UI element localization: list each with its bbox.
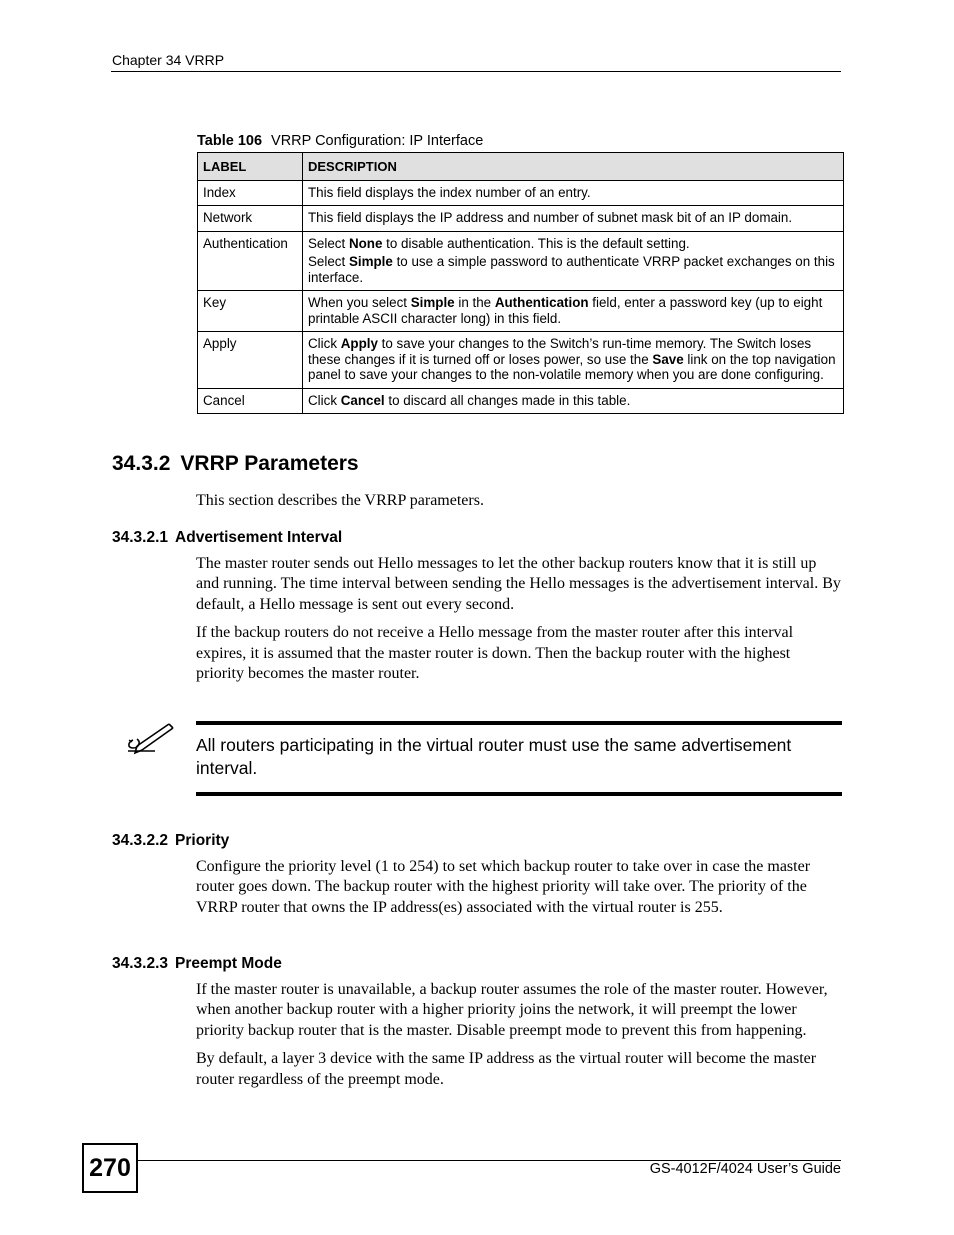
advertisement-paragraph-2: If the backup routers do not receive a Hello message from the master router after this interval expires, it is assumed that the master router is down. Then the backup router with the highest priority becomes the master router. [196,624,794,683]
table-cell-description [303,388,844,414]
subsection-title: Priority [175,832,230,849]
table-cell-description [303,231,844,291]
subsection-heading-priority [112,832,229,850]
description-paragraph: Click Cancel to discard all changes made in this table. [308,392,631,408]
note-bottom-rule [196,792,842,796]
vrrp-ip-interface-table [197,152,844,414]
subsection-heading-preempt [112,955,282,973]
description-paragraph: This field displays the index number of an entry. [308,184,591,200]
priority-body [196,857,842,918]
table-cell-label: Authentication [198,231,303,291]
table-row [198,291,844,332]
table-caption-title: VRRP Configuration: IP Interface [271,133,484,149]
subsection-number: 34.3.2.2 [112,832,169,849]
description-paragraph: Click Apply to save your changes to the Switch’s run-time memory. The Switch loses these changes if it is turned off or loses power, so use the Save link on the top navigation panel to save your changes to the non-volatile memory when you are done configuring. [308,336,836,382]
subsection-number: 34.3.2.3 [112,955,169,972]
preempt-paragraph-1: If the master router is unavailable, a backup router assumes the role of the master router. However, when another backup router with a higher priority joins the network, it will preempt the lower priority backup router that is the master. Disable preempt mode to prevent this from happening. [196,981,828,1039]
section-number: 34.3.2 [112,452,171,475]
table-cell-description [303,180,844,206]
subsection-title: Preempt Mode [175,955,282,972]
description-paragraph: Select Simple to use a simple password to authenticate VRRP packet exchanges on this interface. [308,254,835,285]
note-top-rule [196,721,842,725]
table-cell-label: Network [198,206,303,232]
description-paragraph: This field displays the IP address and number of subnet mask bit of an IP domain. [308,210,793,225]
table-cell-description [303,206,844,232]
table-row [198,332,844,389]
running-header: Chapter 34 VRRP [112,52,225,68]
table-header-row [198,153,844,181]
table-cell-description [303,332,844,389]
advertisement-body [196,554,842,684]
table-cell-label: Cancel [198,388,303,414]
table-row [198,180,844,206]
page-number: 270 [82,1143,138,1193]
section-heading [112,452,359,476]
table-cell-description [303,291,844,332]
subsection-title: Advertisement Interval [175,529,343,546]
footer-guide-title: GS-4012F/4024 User’s Guide [649,1161,841,1177]
description-paragraph: When you select Simple in the Authentication field, enter a password key (up to eight printable ASCII character long) in this field. [308,295,823,326]
table-row [198,231,844,291]
table-row [198,206,844,232]
column-header-description: DESCRIPTION [303,153,844,181]
note-pencil-icon [125,720,175,756]
header-rule [111,71,841,72]
table-cell-label: Apply [198,332,303,389]
section-title: VRRP Parameters [180,452,359,475]
preempt-body [196,980,842,1090]
preempt-paragraph-2: By default, a layer 3 device with the same IP address as the virtual router will become the master router regardless of the preempt mode. [196,1050,817,1088]
description-paragraph: Select None to disable authentication. This is the default setting. [308,235,690,251]
table-row [198,388,844,414]
subsection-number: 34.3.2.1 [112,529,169,546]
subsection-heading-advertisement [112,529,342,547]
priority-paragraph-1: Configure the priority level (1 to 254) to set which backup router to take over in case the master router goes down. The backup router with the highest priority will take over. The priority of the VRRP router that owns the IP address(es) associated with the virtual router is 255. [196,858,811,916]
column-header-label: LABEL [198,153,303,181]
table-cell-label: Index [198,180,303,206]
table-cell-label: Key [198,291,303,332]
advertisement-paragraph-1: The master router sends out Hello messages to let the other backup routers know that it is still up and running. The time interval between sending the Hello messages is the advertisement interval. By default, a Hello message is sent out every second. [196,555,841,613]
table-caption-label: Table 106 [197,133,263,149]
note-text: All routers participating in the virtual router must use the same advertisement interval. [196,735,792,778]
section-intro-text: This section describes the VRRP parameters. [196,492,484,509]
table-caption [197,133,483,149]
section-intro [196,491,842,511]
